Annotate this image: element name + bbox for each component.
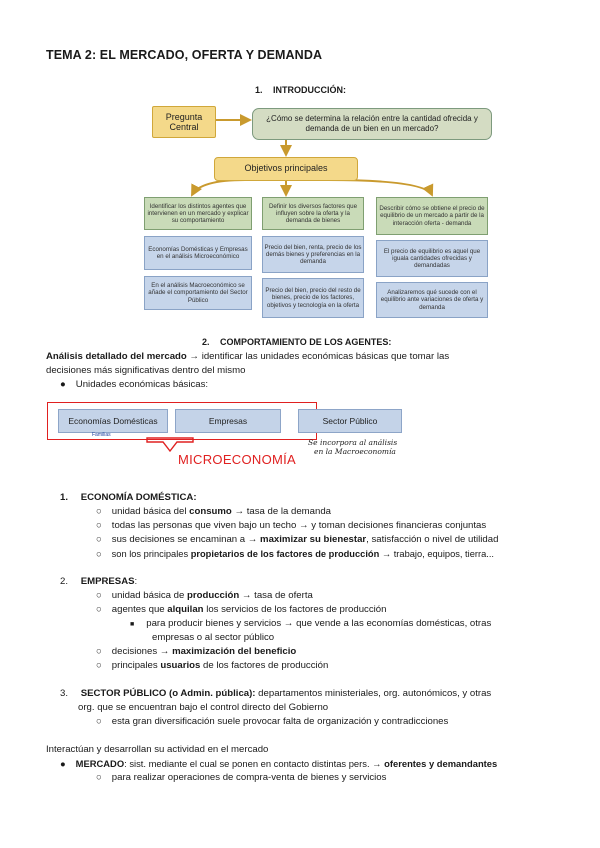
text-bold: usuarios	[160, 660, 201, 671]
bullet-dot: ●	[60, 758, 66, 769]
empresas-heading	[60, 575, 137, 589]
section-1-heading	[255, 85, 346, 95]
text: los servicios de los factores de producción	[203, 604, 387, 615]
unit-empresas	[175, 409, 281, 433]
col2-head-box	[262, 197, 364, 230]
col2-b1: Precio del bien, renta, precio de los demás bienes y preferencias en la demanda	[264, 243, 362, 266]
section-1-title: INTRODUCCIÓN:	[273, 85, 347, 95]
units-bullet: Unidades económicas básicas:	[75, 379, 209, 390]
unit-sector-publico	[298, 409, 402, 433]
col1-b2-box	[144, 276, 252, 310]
colon: :	[134, 576, 138, 587]
objectives-box	[214, 157, 358, 181]
concept-map	[140, 100, 492, 322]
text-bold: MERCADO	[75, 758, 125, 769]
mercado-subitem	[96, 771, 386, 785]
microeconomia-label: MICROECONOMÍA	[178, 452, 297, 467]
col1-b1-box	[144, 236, 252, 270]
text: sus decisiones se encaminan a →	[111, 534, 261, 545]
col1-b1: Economías Domésticas y Empresas en el análisis Microeconómico	[148, 245, 248, 260]
col1-head-box	[144, 197, 252, 230]
text: departamentos ministeriales, org. autonómicos, y otras	[255, 688, 492, 699]
circle-bullet: ○	[96, 772, 102, 783]
intro-rest: → identificar las unidades económicas básicas que tomar las	[186, 351, 450, 362]
text-bold: consumo	[189, 506, 232, 517]
circle-bullet: ○	[96, 549, 102, 559]
intro-bold: Análisis detallado del mercado	[46, 351, 187, 362]
text-bold: oferentes y demandantes	[384, 758, 498, 769]
section-2-intro	[46, 350, 449, 364]
micro-down-arrow	[145, 437, 195, 453]
col2-b2: Precio del bien, precio del resto de bienes, precio de los factores, objetivos y tecnología en la oferta	[265, 287, 361, 309]
empresas-num: 2.	[60, 576, 69, 587]
text: para realizar operaciones de compra-venta de bienes y servicios	[111, 772, 387, 783]
empresas-title: EMPRESAS	[80, 576, 135, 587]
col3-head-box	[376, 197, 488, 235]
mercado-bullet-item	[60, 757, 497, 771]
text: agentes que	[111, 604, 168, 615]
eco-domestica-item-4	[96, 547, 494, 561]
units-bullet-item	[60, 378, 208, 392]
text: unidad básica de	[111, 590, 188, 601]
eco-domestica-item-3	[96, 533, 498, 547]
closing-line: Interactúan y desarrollan su actividad en el mercado	[46, 744, 269, 755]
macro-note-line2: en la Macroeconomía	[314, 447, 396, 456]
page-title: TEMA 2: EL MERCADO, OFERTA Y DEMANDA	[46, 48, 323, 62]
empresas-subitem-1-cont: empresas o al sector público	[152, 632, 275, 643]
sector-publico-item-1	[96, 715, 448, 729]
text-bold: maximización del beneficio	[172, 646, 297, 657]
central-question-box	[252, 108, 492, 140]
bullet-dot: ●	[60, 379, 66, 390]
circle-bullet: ○	[96, 716, 102, 727]
sector-publico-heading	[60, 687, 491, 701]
circle-bullet: ○	[96, 534, 102, 545]
eco-domestica-item-1	[96, 505, 331, 519]
col3-b1: El precio de equilibrio es aquel que iguala cantidades ofrecidas y demandadas	[383, 247, 481, 270]
circle-bullet: ○	[96, 590, 102, 601]
text: son los principales	[111, 549, 191, 559]
text: de los factores de producción	[200, 660, 329, 671]
text: para producir bienes y servicios → que vende a las economías domésticas, otras	[146, 618, 492, 629]
text: todas las personas que viven bajo un techo → y toman decisiones financieras conjuntas	[111, 520, 487, 531]
text: → trabajo, equipos, tierra...	[379, 549, 494, 559]
central-label: Pregunta Central	[165, 112, 203, 132]
section-2-title: COMPORTAMIENTO DE LOS AGENTES:	[220, 337, 392, 347]
section-2-heading	[202, 337, 391, 347]
sector-publico-num: 3.	[60, 688, 69, 699]
text: unidad básica del	[111, 506, 190, 517]
eco-domestica-title: ECONOMÍA DOMÉSTICA:	[80, 492, 197, 503]
empresas-item-2	[96, 603, 386, 617]
col1-b2: En el análisis Macroeconómico se añade el comportamiento del Sector Público	[148, 282, 248, 304]
text-bold: propietarios de los factores de producción	[190, 549, 380, 559]
col3-b2: Analizaremos qué sucede con el equilibrio ante variaciones de oferta y demanda	[380, 289, 484, 311]
empresas-item-4	[96, 659, 328, 673]
col3-b1-box	[376, 240, 488, 277]
col3-head: Describir cómo se obtiene el precio de equilibrio de un mercado a partir de la interacción oferta - demanda	[379, 205, 485, 227]
familias-note: Familias	[92, 432, 111, 438]
eco-domestica-heading	[60, 491, 197, 505]
objectives-label: Objetivos principales	[244, 163, 328, 174]
connector-col3	[328, 180, 432, 195]
empresas-item-3	[96, 645, 296, 659]
text-bold: producción	[187, 590, 240, 601]
section-2-intro-line2: decisiones más significativas dentro del mismo	[46, 365, 246, 376]
circle-bullet: ○	[96, 646, 102, 657]
text: → tasa de la demanda	[231, 506, 331, 517]
square-bullet: ■	[130, 621, 135, 628]
text-bold: maximizar su bienestar	[260, 534, 367, 545]
text: principales	[111, 660, 161, 671]
section-1-number: 1.	[255, 85, 263, 95]
text: , satisfacción o nivel de utilidad	[366, 534, 499, 545]
empresas-subitem-1	[130, 617, 491, 632]
circle-bullet: ○	[96, 660, 102, 671]
col2-b2-box	[262, 278, 364, 318]
section-2-number: 2.	[202, 337, 210, 347]
eco-domestica-item-2	[96, 519, 486, 533]
text-bold: alquilan	[167, 604, 204, 615]
empresas-item-1	[96, 589, 313, 603]
text: decisiones →	[111, 646, 173, 657]
central-question: ¿Cómo se determina la relación entre la cantidad ofrecida y demanda de un bien en un mercado?	[266, 114, 478, 133]
circle-bullet: ○	[96, 604, 102, 615]
unit-economias-domesticas-label: Economías Domésticas	[68, 416, 158, 426]
macro-note-line1: Se incorpora al análisis	[308, 438, 398, 447]
col3-b2-box	[376, 282, 488, 318]
unit-sector-publico-label: Sector Público	[322, 416, 378, 426]
connector-col1	[192, 180, 245, 195]
text: → tasa de oferta	[239, 590, 313, 601]
sector-publico-line2: org. que se encuentran bajo el control directo del Gobierno	[78, 702, 329, 713]
eco-domestica-num: 1.	[60, 492, 69, 503]
unit-economias-domesticas	[58, 409, 168, 433]
sector-publico-title: SECTOR PÚBLICO (o Admin. pública):	[80, 688, 256, 699]
central-label-box	[152, 106, 216, 138]
circle-bullet: ○	[96, 520, 102, 531]
col1-head: Identificar los distintos agentes que intervienen en un mercado y explicar su comportamiento	[147, 202, 249, 225]
col2-head: Definir los diversos factores que influyen sobre la oferta y la demanda de bienes	[268, 202, 358, 225]
col2-b1-box	[262, 236, 364, 273]
circle-bullet: ○	[96, 506, 102, 517]
text: esta gran diversificación suele provocar falta de organización y contradicciones	[111, 716, 449, 727]
unit-empresas-label: Empresas	[208, 416, 248, 426]
text: : sist. mediante el cual se ponen en contacto distintas pers. →	[124, 758, 385, 769]
